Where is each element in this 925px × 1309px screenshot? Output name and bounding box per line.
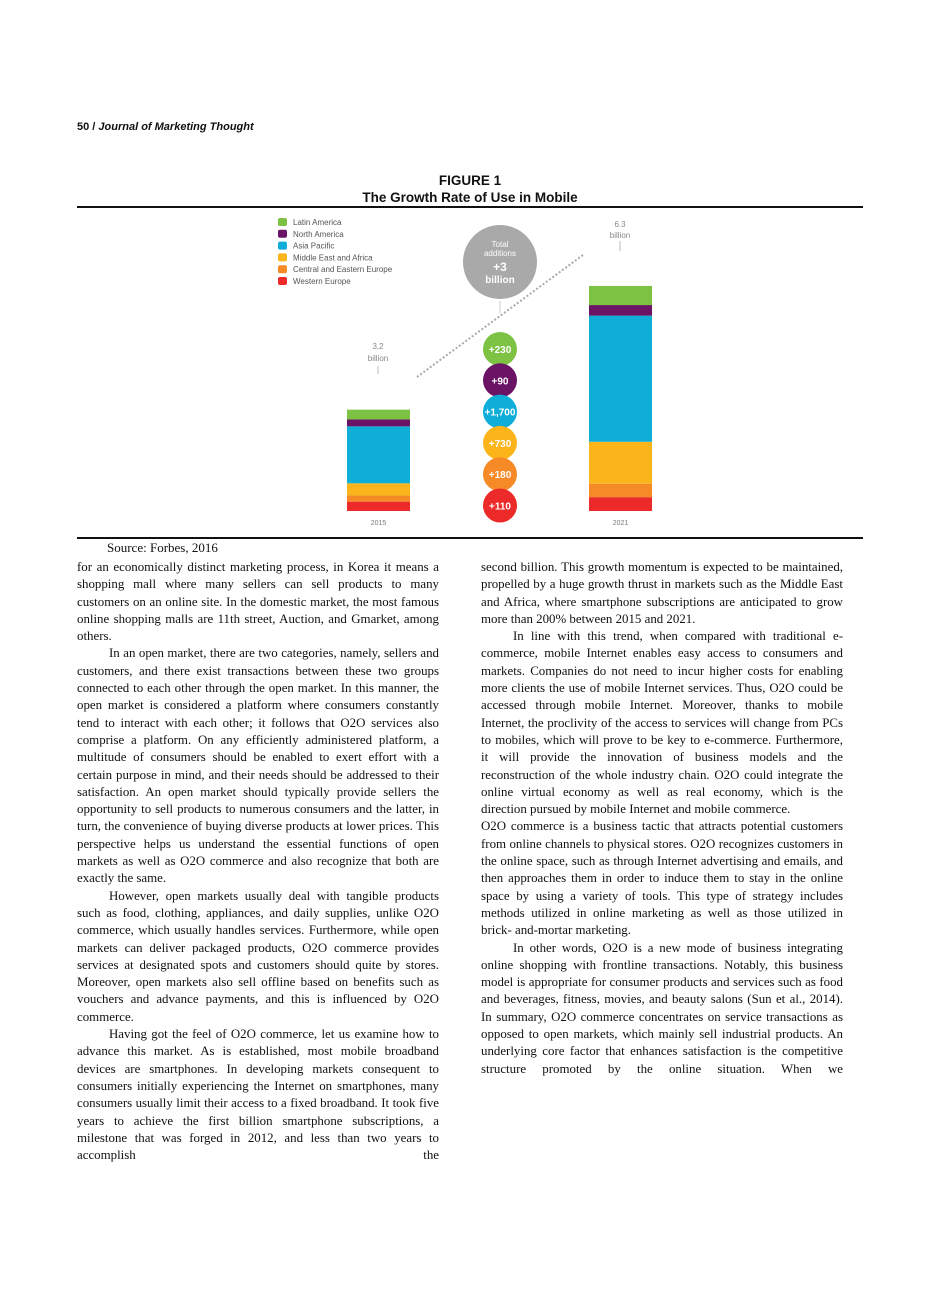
legend-label: Western Europe bbox=[293, 277, 351, 286]
addition-label: +1,700 bbox=[484, 407, 516, 419]
addition-label: +730 bbox=[488, 438, 512, 450]
total-additions-label: additions bbox=[483, 249, 517, 258]
x-tick-label: 2015 bbox=[370, 520, 387, 527]
bar-segment bbox=[589, 316, 652, 442]
paragraph: In line with this trend, when compared with traditional e-commerce, mobile Internet enables easy access to consumers and markets. Companies do not need to incur higher costs for enabling more clients the use of mobile Internet services. Thus, O2O could be accessed through mobile Internet. Moreover, thanks to mobile Internet, the proclivity of the access to services will change from PCs to mobiles, which will prove to be key to e-commerce. Furthermore, it will provide the innovation of business models and the reconstruction of the whole industry chain. O2O could integrate the online virtual economy as well as real economy, which is the direction pursued by mobile Internet and mobile commerce. bbox=[481, 629, 843, 817]
paragraph: In an open market, there are two categories, namely, sellers and customers, and there exist transactions between these two groups connected to each other through the open market. In this manner, the open market is considered a platform where consumers constantly tend to interact with each other; it follows that O2O services also comprise a platform. On any efficiently administered platform, a multitude of consumers should be enabled to exert effort with a certain purpose in mind, and their needs should be addressed to their satisfaction. An open market should typically provide sellers the opportunity to sell products to numerous consumers and the latter, in turn, the convenience of buying diverse products at lower prices. This perspective helps us understand the essential functions of open markets as well as O2O commerce and also recognize that both are exactly the same. bbox=[77, 646, 439, 886]
addition-label: +230 bbox=[488, 345, 512, 356]
figure-source: Source: Forbes, 2016 bbox=[107, 540, 218, 555]
figure-caption bbox=[77, 172, 863, 206]
bar-segment bbox=[589, 305, 652, 316]
bar-segment bbox=[347, 483, 410, 495]
bar-segment bbox=[589, 442, 652, 484]
paragraph: In other words, O2O is a new mode of business integrating online shopping with frontline transactions. Notably, this business model is appropriate for consumer products and services such as food and beverages, fitness, movies, and beauty salons (Sun et al., 2014). In summary, O2O commerce concentrates on service transactions as opposed to open markets, which mainly sell industrial products. An underlying core factor that enhances satisfaction is the competitive structure promoted by the online situation. When we bbox=[481, 940, 843, 1076]
bar-segment bbox=[589, 484, 652, 497]
total-value-label: 6.3 bbox=[614, 220, 626, 229]
legend-label: North America bbox=[293, 229, 344, 239]
journal-title: Journal of Marketing Thought bbox=[98, 121, 254, 133]
body-column-left bbox=[77, 559, 439, 1164]
figure-top-rule bbox=[77, 206, 863, 208]
bar-segment bbox=[347, 419, 410, 426]
legend-swatch bbox=[278, 242, 287, 250]
bar-segment bbox=[347, 426, 410, 483]
total-additions-value: +3 bbox=[493, 260, 507, 274]
total-additions-unit: billion bbox=[485, 275, 515, 286]
bar-segment bbox=[589, 286, 652, 305]
legend-swatch bbox=[278, 265, 287, 273]
legend-swatch bbox=[278, 253, 287, 261]
legend-label: Central and Eastern Europe bbox=[293, 265, 393, 275]
legend-label: Latin America bbox=[293, 218, 342, 227]
legend-label: Asia Pacific bbox=[293, 241, 335, 251]
page-number: 50 / bbox=[77, 121, 96, 133]
paragraph: However, open markets usually deal with tangible products such as food, clothing, appliances, and daily supplies, unlike O2O commerce, which usually handles services. Furthermore, while open markets can deliver packaged products, O2O commerce provides services at designated spots and customers should quite by stores. Moreover, open markets also sell offline based on benefits such as vouchers and advance payments, and this is influenced by O2O commerce. bbox=[77, 888, 439, 1024]
bar-segment bbox=[347, 496, 410, 502]
bar-segment bbox=[347, 502, 410, 511]
legend-swatch bbox=[278, 277, 287, 285]
total-unit-label: billion bbox=[609, 231, 631, 240]
figure-bottom-rule bbox=[77, 537, 863, 539]
legend-swatch bbox=[278, 218, 287, 226]
body-column-right bbox=[481, 559, 843, 1078]
total-value-label: 3,2 bbox=[372, 342, 384, 351]
paragraph: Having got the feel of O2O commerce, let us examine how to advance this market. As is established, most mobile broadband devices are smartphones. In developing markets consequent to consumers initially experiencing the Internet on smartphones, many consumers usually limit their access to a fixed broadband. It took five years to achieve the first billion smartphone subscriptions, a milestone that was forged in 2012, and less than two years to accomplish the bbox=[77, 1027, 439, 1163]
x-tick-label: 2021 bbox=[612, 520, 629, 527]
paragraph: O2O commerce is a business tactic that attracts potential customers from online channels to physical stores. O2O recognizes customers in the online space, such as through Internet advertising and emails, and then approaches them in order to induce them to stay in the online space by using a variety of tools. This type of strategy includes methods utilized in online marketing as well as those utilized in brick- and-mortar marketing. bbox=[481, 819, 843, 938]
addition-label: +90 bbox=[491, 376, 509, 388]
legend-swatch bbox=[278, 230, 287, 238]
total-additions-label: Total bbox=[491, 240, 509, 249]
addition-label: +110 bbox=[489, 501, 511, 513]
figure-title: The Growth Rate of Use in Mobile bbox=[362, 190, 578, 205]
figure-number: FIGURE 1 bbox=[438, 173, 502, 188]
legend-label: Middle East and Africa bbox=[293, 253, 373, 263]
paragraph: for an economically distinct marketing process, in Korea it means a shopping mall where many sellers can sell products to many customers on an online site. In the domestic market, the most famous online shopping malls are 11th street, Auction, and Gmarket, among others. bbox=[77, 560, 439, 644]
paragraph: second billion. This growth momentum is expected to be maintained, propelled by a huge growth thrust in markets such as the Middle East and Africa, where smartphone subscriptions are anticipated to grow more than 200% between 2015 and 2021. bbox=[481, 560, 843, 626]
running-head bbox=[77, 121, 254, 133]
bar-segment bbox=[589, 497, 652, 511]
stacked-bar-chart bbox=[77, 209, 863, 535]
bar-segment bbox=[347, 410, 410, 420]
total-unit-label: billion bbox=[367, 354, 389, 363]
addition-label: +180 bbox=[488, 470, 512, 482]
